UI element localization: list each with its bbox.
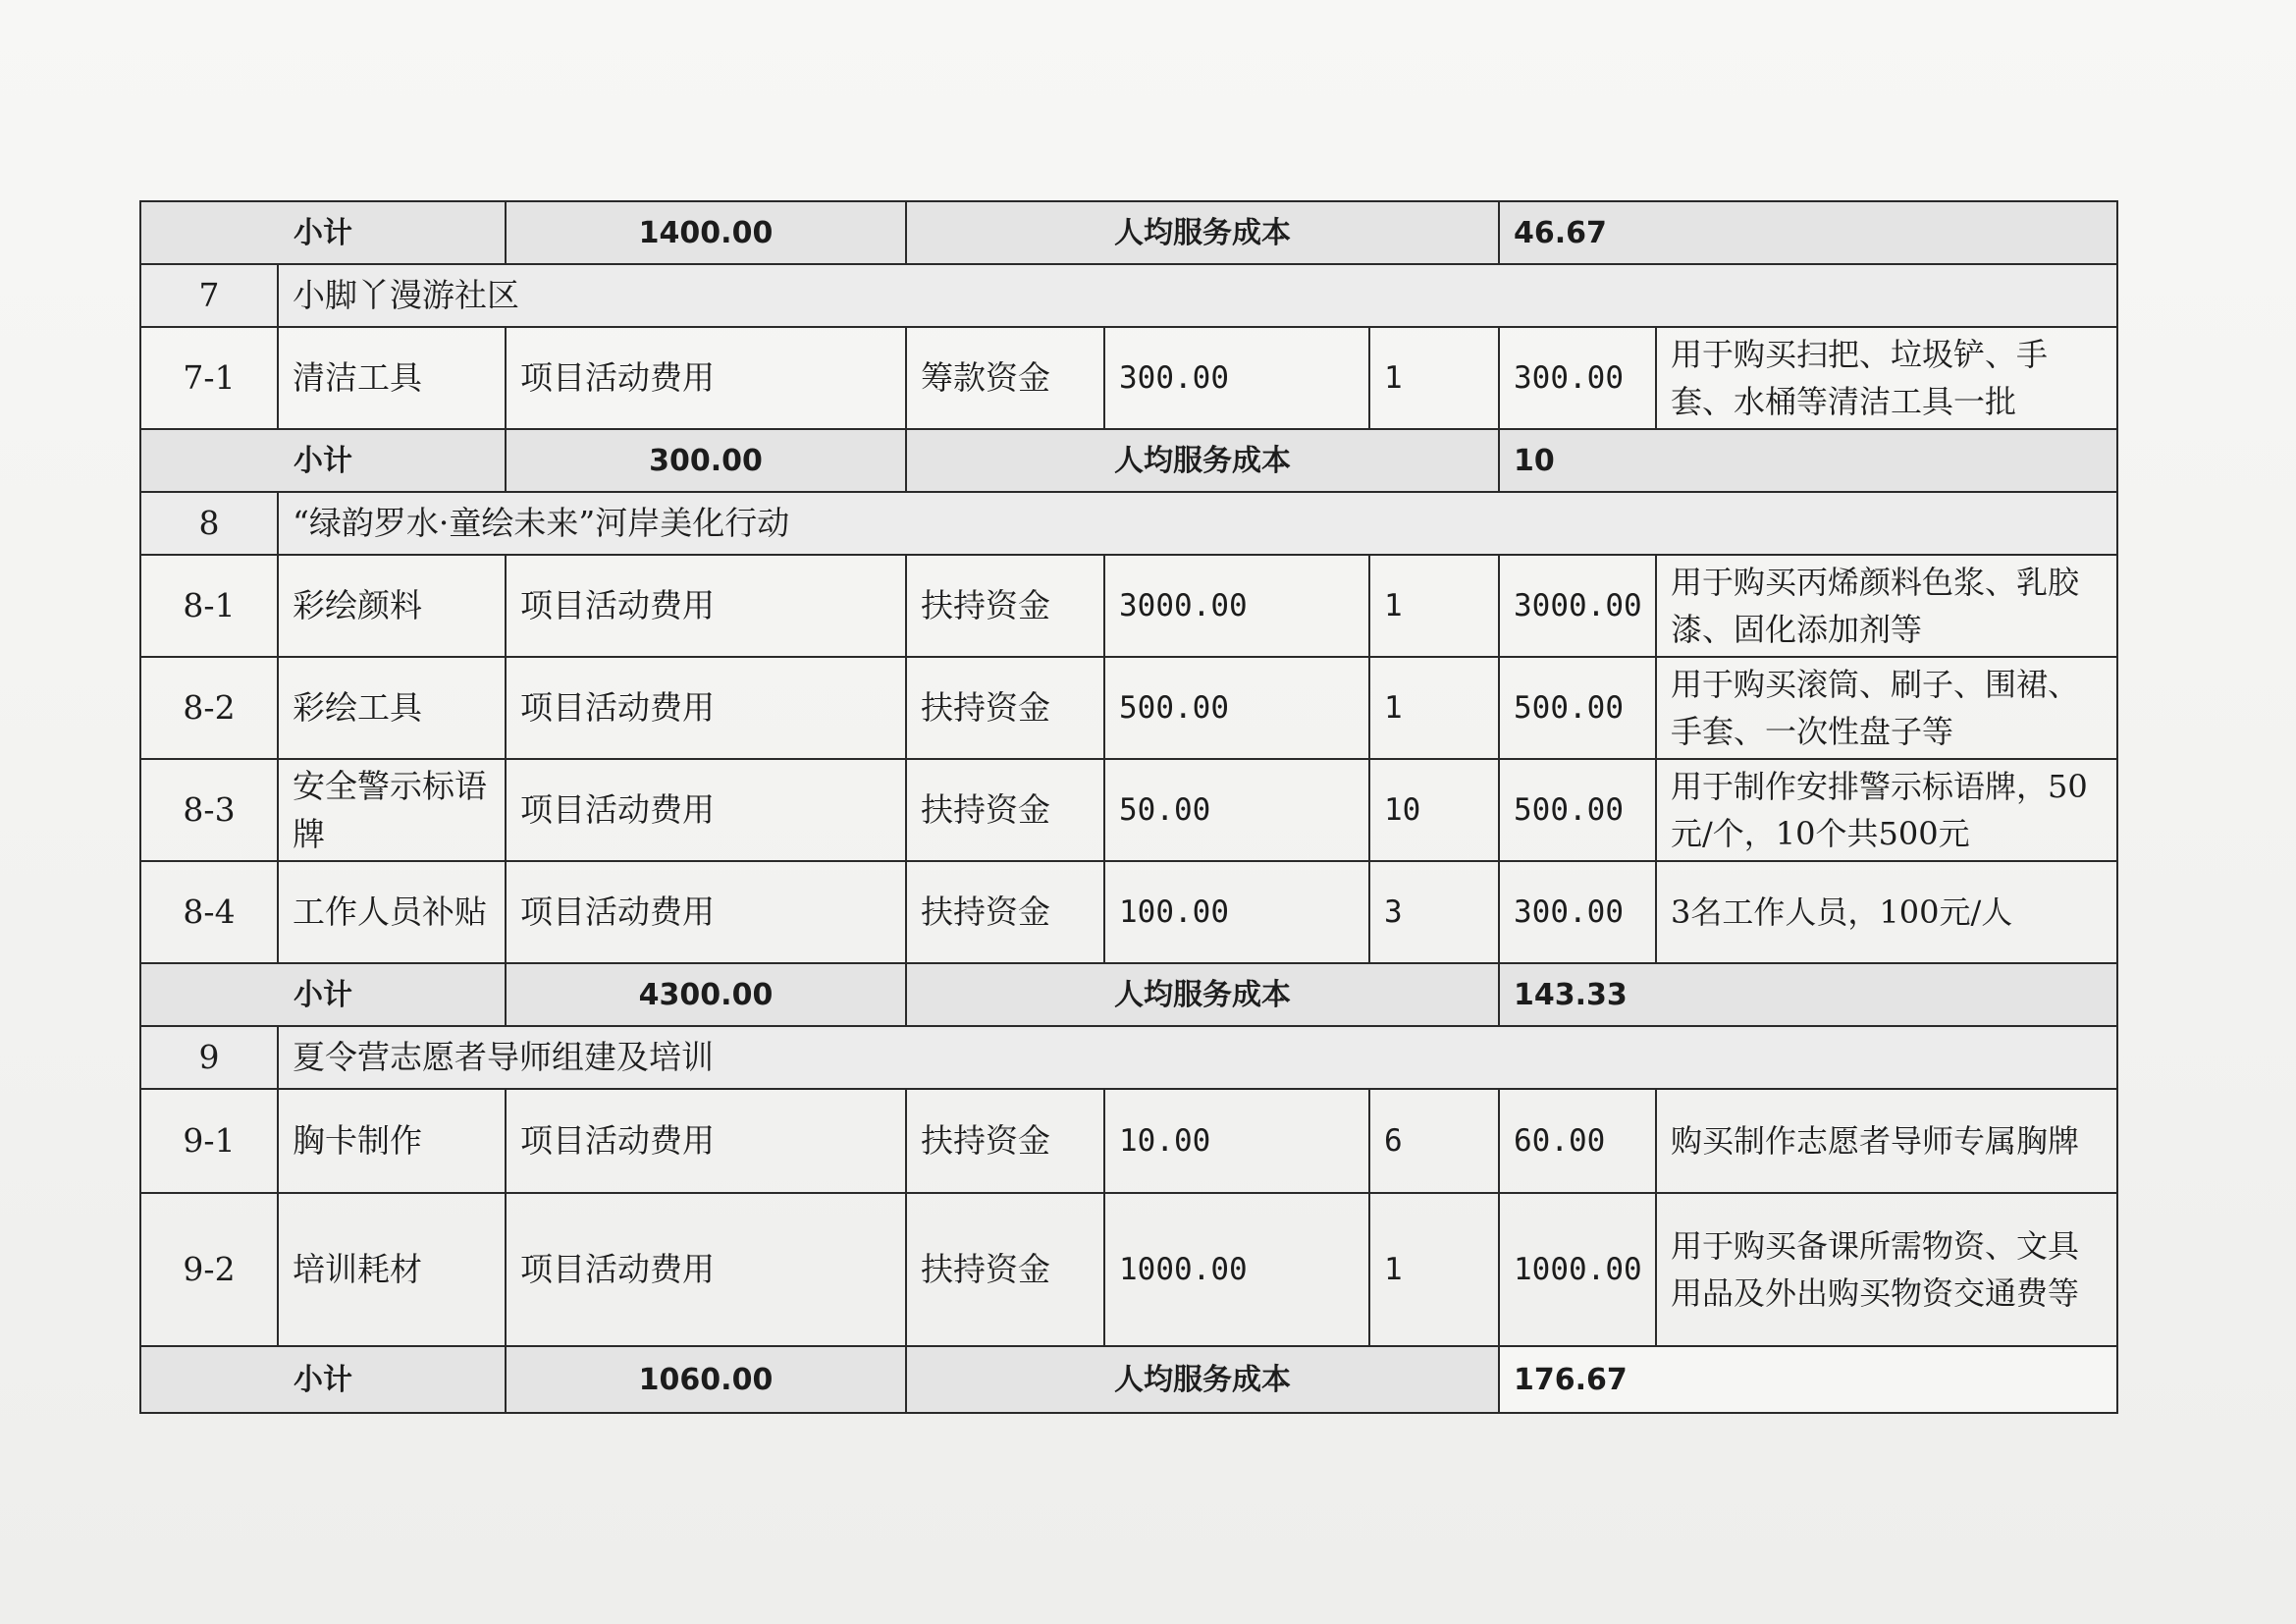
item-number: 8-1	[140, 555, 278, 657]
subtotal-label: 小计	[140, 963, 506, 1026]
item-category: 项目活动费用	[506, 861, 906, 963]
table-row	[140, 657, 2117, 759]
item-note: 用于制作安排警示标语牌，50元/个，10个共500元	[1656, 759, 2117, 861]
item-qty: 6	[1369, 1089, 1499, 1193]
item-name: 清洁工具	[278, 327, 506, 429]
item-note: 3名工作人员，100元/人	[1656, 861, 2117, 963]
item-price: 300.00	[1104, 327, 1369, 429]
item-source: 扶持资金	[906, 657, 1104, 759]
item-source: 扶持资金	[906, 759, 1104, 861]
item-amount: 60.00	[1499, 1089, 1656, 1193]
item-number: 9-2	[140, 1193, 278, 1346]
subtotal-label: 小计	[140, 1346, 506, 1413]
item-qty: 10	[1369, 759, 1499, 861]
section-number: 9	[140, 1026, 278, 1089]
item-qty: 1	[1369, 1193, 1499, 1346]
section-title: “绿韵罗水·童绘未来”河岸美化行动	[278, 492, 2117, 555]
item-note: 用于购买扫把、垃圾铲、手套、水桶等清洁工具一批	[1656, 327, 2117, 429]
item-qty: 1	[1369, 327, 1499, 429]
subtotal-label: 小计	[140, 429, 506, 492]
item-number: 7-1	[140, 327, 278, 429]
item-amount: 300.00	[1499, 861, 1656, 963]
item-number: 8-3	[140, 759, 278, 861]
subtotal-row	[140, 429, 2117, 492]
table-row	[140, 759, 2117, 861]
item-note: 用于购买备课所需物资、文具用品及外出购买物资交通费等	[1656, 1193, 2117, 1346]
item-source: 筹款资金	[906, 327, 1104, 429]
item-amount: 500.00	[1499, 657, 1656, 759]
subtotal-row	[140, 963, 2117, 1026]
item-qty: 1	[1369, 657, 1499, 759]
item-category: 项目活动费用	[506, 1089, 906, 1193]
per-capita-value: 10	[1499, 429, 2117, 492]
per-capita-value: 46.67	[1499, 201, 2117, 264]
per-capita-label: 人均服务成本	[906, 201, 1499, 264]
subtotal-amount: 4300.00	[506, 963, 906, 1026]
table-row	[140, 1193, 2117, 1346]
section-title: 夏令营志愿者导师组建及培训	[278, 1026, 2117, 1089]
subtotal-amount: 1400.00	[506, 201, 906, 264]
section-title: 小脚丫漫游社区	[278, 264, 2117, 327]
item-category: 项目活动费用	[506, 1193, 906, 1346]
item-source: 扶持资金	[906, 1089, 1104, 1193]
item-source: 扶持资金	[906, 555, 1104, 657]
item-price: 100.00	[1104, 861, 1369, 963]
item-amount: 1000.00	[1499, 1193, 1656, 1346]
subtotal-amount: 1060.00	[506, 1346, 906, 1413]
per-capita-value: 176.67	[1499, 1346, 2117, 1413]
item-price: 500.00	[1104, 657, 1369, 759]
item-category: 项目活动费用	[506, 327, 906, 429]
item-category: 项目活动费用	[506, 759, 906, 861]
item-price: 10.00	[1104, 1089, 1369, 1193]
subtotal-row	[140, 1346, 2117, 1413]
item-number: 9-1	[140, 1089, 278, 1193]
per-capita-label: 人均服务成本	[906, 1346, 1499, 1413]
table-row	[140, 555, 2117, 657]
per-capita-value: 143.33	[1499, 963, 2117, 1026]
table-row	[140, 861, 2117, 963]
item-category: 项目活动费用	[506, 555, 906, 657]
item-note: 用于购买滚筒、刷子、围裙、手套、一次性盘子等	[1656, 657, 2117, 759]
item-name: 彩绘颜料	[278, 555, 506, 657]
item-qty: 1	[1369, 555, 1499, 657]
table-row	[140, 1089, 2117, 1193]
item-price: 3000.00	[1104, 555, 1369, 657]
item-source: 扶持资金	[906, 861, 1104, 963]
item-note: 用于购买丙烯颜料色浆、乳胶漆、固化添加剂等	[1656, 555, 2117, 657]
item-amount: 3000.00	[1499, 555, 1656, 657]
item-number: 8-4	[140, 861, 278, 963]
item-name: 工作人员补贴	[278, 861, 506, 963]
item-source: 扶持资金	[906, 1193, 1104, 1346]
budget-table	[139, 200, 2118, 1414]
item-price: 1000.00	[1104, 1193, 1369, 1346]
section-number: 8	[140, 492, 278, 555]
item-name: 安全警示标语牌	[278, 759, 506, 861]
item-note: 购买制作志愿者导师专属胸牌	[1656, 1089, 2117, 1193]
section-row	[140, 264, 2117, 327]
item-amount: 500.00	[1499, 759, 1656, 861]
section-row	[140, 1026, 2117, 1089]
subtotal-row	[140, 201, 2117, 264]
item-category: 项目活动费用	[506, 657, 906, 759]
table-row	[140, 327, 2117, 429]
per-capita-label: 人均服务成本	[906, 429, 1499, 492]
item-qty: 3	[1369, 861, 1499, 963]
item-name: 培训耗材	[278, 1193, 506, 1346]
section-row	[140, 492, 2117, 555]
section-number: 7	[140, 264, 278, 327]
subtotal-amount: 300.00	[506, 429, 906, 492]
item-price: 50.00	[1104, 759, 1369, 861]
item-amount: 300.00	[1499, 327, 1656, 429]
subtotal-label: 小计	[140, 201, 506, 264]
item-name: 胸卡制作	[278, 1089, 506, 1193]
item-name: 彩绘工具	[278, 657, 506, 759]
per-capita-label: 人均服务成本	[906, 963, 1499, 1026]
item-number: 8-2	[140, 657, 278, 759]
